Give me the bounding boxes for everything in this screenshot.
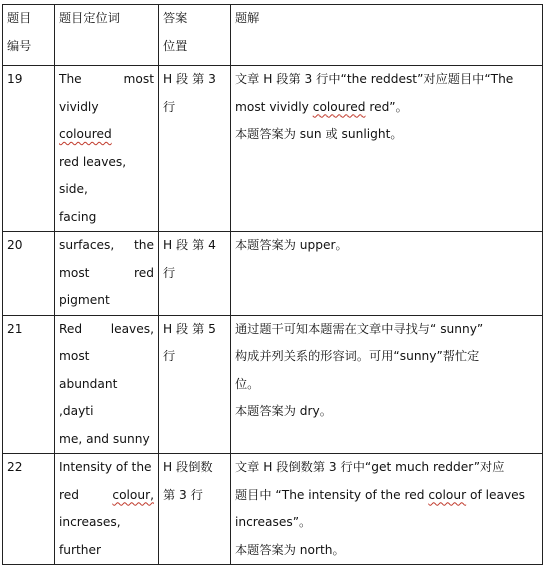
question-number-text: 21 bbox=[7, 321, 23, 336]
question-number bbox=[3, 232, 55, 316]
keyword-word: most bbox=[59, 265, 90, 280]
table-row bbox=[3, 232, 543, 316]
answer-position-cell bbox=[159, 232, 231, 316]
explanation-text: of leaves bbox=[466, 487, 526, 502]
position-line: 行 bbox=[163, 99, 176, 114]
keyword-line: facing bbox=[59, 209, 97, 224]
header-row bbox=[3, 5, 543, 66]
answer-position-cell bbox=[159, 315, 231, 454]
header-answer-position bbox=[159, 5, 231, 66]
keyword-word: red bbox=[134, 265, 154, 280]
keyword-line: Intensity of the bbox=[59, 460, 152, 474]
keyword-line: most bbox=[59, 349, 90, 363]
position-line: H 段 第 4 bbox=[163, 238, 216, 252]
explanation-text: most vividly bbox=[235, 99, 313, 114]
keyword-line: abundant ,dayti bbox=[59, 376, 118, 418]
answer-line: 本题答案为 sun 或 sunlight。 bbox=[235, 127, 403, 141]
answer-line: 本题答案为 north。 bbox=[235, 542, 345, 557]
keyword-cell bbox=[55, 232, 159, 316]
answer-position-cell bbox=[159, 454, 231, 565]
header-keyword-label: 题目定位词 bbox=[59, 11, 120, 25]
keyword-cell bbox=[55, 66, 159, 232]
table-row bbox=[3, 315, 543, 454]
spellcheck-underlined-word: colour, bbox=[112, 487, 154, 502]
keyword-cell bbox=[55, 315, 159, 454]
question-number bbox=[3, 454, 55, 565]
keyword-word: The bbox=[59, 72, 82, 86]
keyword-line: pigment bbox=[59, 293, 110, 307]
explanation-line bbox=[235, 94, 538, 122]
header-position-line-1: 答案 bbox=[163, 11, 188, 25]
header-question-number bbox=[3, 5, 55, 66]
question-number bbox=[3, 315, 55, 454]
keyword-word: surfaces, bbox=[59, 238, 115, 252]
keyword-cell bbox=[55, 454, 159, 565]
keyword-line: me, and sunny bbox=[59, 431, 150, 446]
explanation-line: 构成并列关系的形容词。可用“sunny”帮忙定 bbox=[235, 349, 480, 363]
explanation-line bbox=[235, 482, 538, 510]
keyword-line bbox=[59, 316, 154, 344]
position-line: H 段倒数 bbox=[163, 460, 213, 474]
spellcheck-underlined-word: coloured bbox=[312, 99, 366, 114]
position-line: 第 3 行 bbox=[163, 487, 203, 502]
keyword-text: vividly bbox=[59, 99, 99, 114]
position-line: H 段 第 5 bbox=[163, 321, 216, 336]
explanation-text: 题目中 “The intensity of the red bbox=[235, 487, 429, 502]
explanation-line: 文章 H 段第 3 行中“the reddest”对应题目中“The bbox=[235, 72, 514, 86]
keyword-line bbox=[59, 482, 154, 510]
explanation-line: 文章 H 段倒数第 3 行中“get much redder”对应 bbox=[235, 460, 505, 474]
explanation-line: 位。 bbox=[235, 376, 260, 391]
keyword-word: the bbox=[133, 238, 154, 252]
question-number-text: 22 bbox=[7, 460, 23, 474]
keyword-line: red leaves, side, bbox=[59, 154, 127, 196]
answer-position-cell bbox=[159, 66, 231, 232]
explanation-cell bbox=[231, 315, 543, 454]
question-number-text: 19 bbox=[7, 72, 23, 86]
header-explanation bbox=[231, 5, 543, 66]
answer-line: 本题答案为 upper。 bbox=[235, 238, 348, 252]
spellcheck-underlined-word: coloured bbox=[59, 127, 112, 141]
header-position-line-2: 位置 bbox=[163, 38, 188, 53]
explanation-cell bbox=[231, 232, 543, 316]
explanation-cell bbox=[231, 66, 543, 232]
explanation-line: increases”。 bbox=[235, 515, 312, 529]
keyword-word: red bbox=[59, 487, 79, 502]
keyword-word: leaves, bbox=[110, 321, 154, 336]
position-line: 行 bbox=[163, 265, 176, 280]
position-line: 行 bbox=[163, 349, 176, 363]
keyword-line bbox=[59, 260, 154, 288]
header-num-line-1: 题目 bbox=[7, 11, 32, 25]
keyword-line bbox=[59, 94, 154, 149]
table-row bbox=[3, 454, 543, 565]
header-keyword bbox=[55, 5, 159, 66]
keyword-line bbox=[59, 66, 154, 94]
table-row bbox=[3, 66, 543, 232]
position-line: H 段 第 3 bbox=[163, 72, 216, 86]
keyword-line: further bbox=[59, 542, 102, 557]
keyword-line bbox=[59, 232, 154, 260]
answer-table bbox=[2, 4, 543, 565]
question-number bbox=[3, 66, 55, 232]
header-num-line-2: 编号 bbox=[7, 38, 32, 53]
explanation-cell bbox=[231, 454, 543, 565]
keyword-word: Red bbox=[59, 321, 83, 336]
answer-line: 本题答案为 dry。 bbox=[235, 404, 332, 418]
explanation-line: 通过题干可知本题需在文章中寻找与“ sunny” bbox=[235, 321, 484, 336]
keyword-line: increases, bbox=[59, 515, 121, 529]
header-explanation-label: 题解 bbox=[235, 11, 260, 25]
explanation-text: red”。 bbox=[365, 99, 408, 114]
keyword-word: most bbox=[123, 72, 154, 86]
question-number-text: 20 bbox=[7, 238, 23, 252]
spellcheck-underlined-word: colour bbox=[428, 487, 467, 502]
